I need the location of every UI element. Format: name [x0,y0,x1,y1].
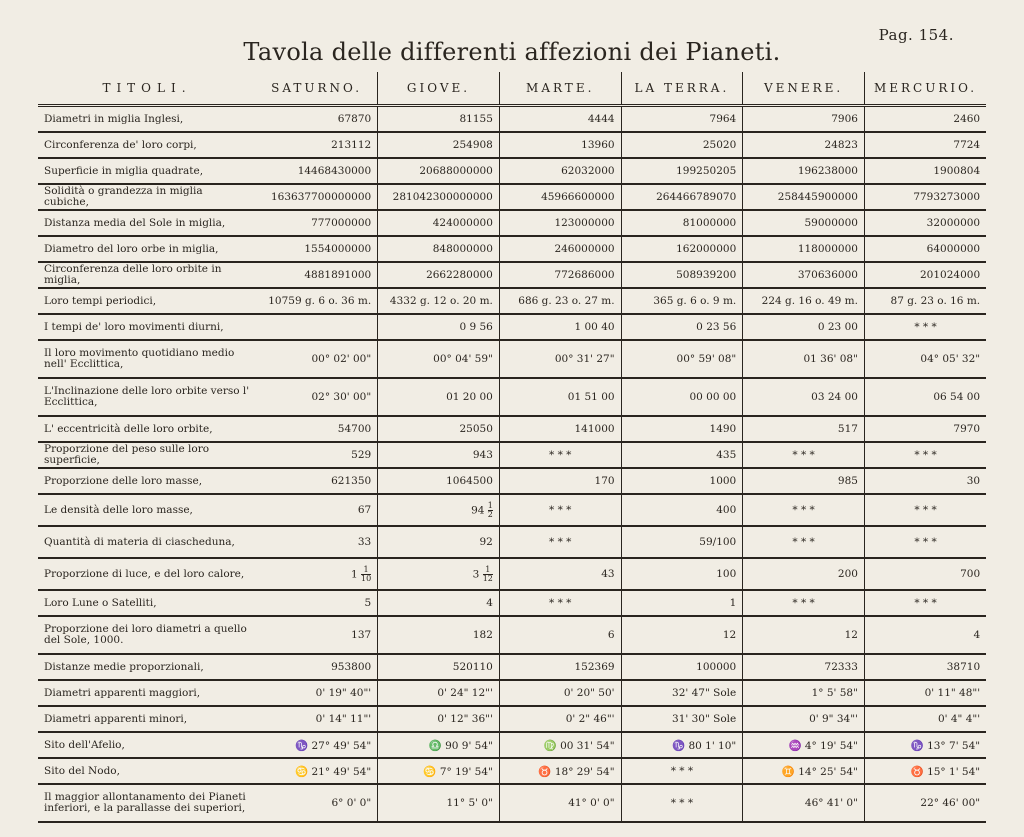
fraction [361,566,371,583]
table-cell: 1000 [621,468,743,494]
table-cell: 0' 24" 12"' [378,680,500,706]
table-cell: 67 [256,494,378,526]
row-label: Proporzione del peso sulle loro superficie, [38,442,256,468]
table-cell: 00° 31' 27" [499,340,621,378]
table-cell: 7964 [621,106,743,133]
table-cell: 00° 04' 59" [378,340,500,378]
table-cell: 54700 [256,416,378,442]
fraction [483,566,493,583]
table-cell: 1064500 [378,468,500,494]
table-cell: 7724 [864,132,986,158]
table-cell: 517 [743,416,865,442]
table-cell: 985 [743,468,865,494]
table-cell: 281042300000000 [378,184,500,210]
table-cell: 04° 05' 32" [864,340,986,378]
table-cell: 258445900000 [743,184,865,210]
row-label: Diametri in miglia Inglesi, [38,106,256,133]
table-cell: * * * [864,590,986,616]
table-cell: 59000000 [743,210,865,236]
table-cell: 46° 41' 0" [743,784,865,822]
fraction-numerator: 1 [487,500,493,510]
table-cell: 31' 30" Sole [621,706,743,732]
row-label: Proporzione delle loro masse, [38,468,256,494]
table-cell: ♍ 00 31' 54" [499,732,621,758]
fraction [488,502,493,519]
row-label: Sito dell'Afelio, [38,732,256,758]
table-cell: 137 [256,616,378,654]
table-cell: 13960 [499,132,621,158]
header-marte: MARTE. [499,72,621,106]
row-label: Distanza media del Sole in miglia, [38,210,256,236]
table-cell: 365 g. 6 o. 9 m. [621,288,743,314]
row-label: Loro tempi periodici, [38,288,256,314]
table-cell: 01 51 00 [499,378,621,416]
table-cell: 06 54 00 [864,378,986,416]
table-cell: 700 [864,558,986,590]
table-cell: 400 [621,494,743,526]
fraction-numerator: 1 [361,566,371,575]
table-cell: 6 [499,616,621,654]
table-cell: 848000000 [378,236,500,262]
table-cell: ♎ 90 9' 54" [378,732,500,758]
table-cell: 3 $\frac{1}{12}$ [378,558,500,590]
table-cell: 118000000 [743,236,865,262]
row-label: Circonferenza de' loro corpi, [38,132,256,158]
planet-table [38,72,986,823]
row-label: Circonferenza delle loro orbite in miglia, [38,262,256,288]
table-row [38,732,986,758]
header-giove: GIOVE. [378,72,500,106]
table-cell: 953800 [256,654,378,680]
table-row [38,314,986,340]
row-label: Proporzione dei loro diametri a quello del Sole, 1000. [38,616,256,654]
table-cell: 4 [378,590,500,616]
table-cell: ♉ 15° 1' 54" [864,758,986,784]
table-cell: 87 g. 23 o. 16 m. [864,288,986,314]
table-cell: * * * [499,590,621,616]
table-cell: 4444 [499,106,621,133]
table-cell: 1900804 [864,158,986,184]
table-cell: 529 [256,442,378,468]
row-label: Proporzione di luce, e del loro calore, [38,558,256,590]
header-mercurio: MERCURIO. [864,72,986,106]
table-cell: 10759 g. 6 o. 36 m. [256,288,378,314]
table-cell: 24823 [743,132,865,158]
row-label: I tempi de' loro movimenti diurni, [38,314,256,340]
table-cell: 508939200 [621,262,743,288]
table-cell: 00° 02' 00" [256,340,378,378]
row-label: Loro Lune o Satelliti, [38,590,256,616]
table-cell: 199250205 [621,158,743,184]
table-cell: 777000000 [256,210,378,236]
table-cell: 00 00 00 [621,378,743,416]
table-cell: * * * [621,758,743,784]
table-cell: 4881891000 [256,262,378,288]
table-row [38,468,986,494]
page-number: Pag. 154. [878,26,954,44]
header-row [38,72,986,106]
fraction-numerator: 1 [483,566,493,575]
table-cell: 32' 47" Sole [621,680,743,706]
table-cell: 943 [378,442,500,468]
table-cell: * * * [864,494,986,526]
table-row [38,558,986,590]
table-row [38,526,986,558]
table-row [38,210,986,236]
row-label: L' eccentricità delle loro orbite, [38,416,256,442]
table-cell: 4 [864,616,986,654]
table-cell: * * * [743,442,865,468]
table-row [38,184,986,210]
table-cell: 196238000 [743,158,865,184]
table-cell: 224 g. 16 o. 49 m. [743,288,865,314]
table-cell: 163637700000000 [256,184,378,210]
table-row [38,494,986,526]
row-label: Solidità o grandezza in miglia cubiche, [38,184,256,210]
table-cell: 152369 [499,654,621,680]
table-row [38,784,986,822]
table-cell: 0 23 56 [621,314,743,340]
table-row [38,288,986,314]
table-cell: 43 [499,558,621,590]
table-cell: 0' 14" 11"' [256,706,378,732]
table-row [38,236,986,262]
table-cell: ♋ 21° 49' 54" [256,758,378,784]
row-label: Il loro movimento quotidiano medio nell' Ecclittica, [38,340,256,378]
table-cell: 7793273000 [864,184,986,210]
table-cell: 4332 g. 12 o. 20 m. [378,288,500,314]
table-row [38,158,986,184]
table-cell: 0' 2" 46"' [499,706,621,732]
table-row [38,132,986,158]
table-cell: 0' 9" 34"' [743,706,865,732]
table-row [38,106,986,133]
header-titoli: TITOLI. [38,72,256,106]
table-cell: * * * [499,526,621,558]
table-row [38,442,986,468]
table-cell: 03 24 00 [743,378,865,416]
table-cell: 1 [621,590,743,616]
table-cell: 32000000 [864,210,986,236]
table-cell: 100 [621,558,743,590]
table-cell: 200 [743,558,865,590]
table-cell: 7906 [743,106,865,133]
table-cell: ♋ 7° 19' 54" [378,758,500,784]
table-cell: 45966600000 [499,184,621,210]
table-cell: 1 $\frac{1}{10}$ [256,558,378,590]
table-cell: 0' 4" 4"' [864,706,986,732]
table-row [38,590,986,616]
table-cell: * * * [864,526,986,558]
table-cell: 20688000000 [378,158,500,184]
table-cell: 81155 [378,106,500,133]
table-cell: 12 [621,616,743,654]
table-cell: ♑ 27° 49' 54" [256,732,378,758]
table-cell: 254908 [378,132,500,158]
table-cell: 25050 [378,416,500,442]
table-row [38,340,986,378]
table-cell: 686 g. 23 o. 27 m. [499,288,621,314]
table-cell: 141000 [499,416,621,442]
table-cell: 11° 5' 0" [378,784,500,822]
table-cell: 1554000000 [256,236,378,262]
table-cell: 12 [743,616,865,654]
row-label: Sito del Nodo, [38,758,256,784]
row-label: Il maggior allontanamento dei Pianeti inferiori, e la parallasse dei superiori, [38,784,256,822]
table-cell: * * * [499,494,621,526]
table-cell: 38710 [864,654,986,680]
header-saturno: SATURNO. [256,72,378,106]
table-cell: 22° 46' 00" [864,784,986,822]
table-cell: 1490 [621,416,743,442]
table-cell: 6° 0' 0" [256,784,378,822]
table-row [38,616,986,654]
row-label: Distanze medie proporzionali, [38,654,256,680]
table-cell: 30 [864,468,986,494]
table-cell: 00° 59' 08" [621,340,743,378]
table-row [38,758,986,784]
header-venere: VENERE. [743,72,865,106]
page-title: Tavola delle differenti affezioni dei Pianeti. [243,38,781,66]
table-cell: 435 [621,442,743,468]
table-cell: 14468430000 [256,158,378,184]
table-cell: 0' 20" 50' [499,680,621,706]
table-cell: 201024000 [864,262,986,288]
table-cell: * * * [864,442,986,468]
header-terra: LA TERRA. [621,72,743,106]
row-label: Superficie in miglia quadrate, [38,158,256,184]
table-cell: 170 [499,468,621,494]
row-label: Diametri apparenti maggiori, [38,680,256,706]
table-cell: ♑ 80 1' 10" [621,732,743,758]
table-cell: 5 [256,590,378,616]
table-cell: ♒ 4° 19' 54" [743,732,865,758]
table-cell: * * * [743,590,865,616]
table-cell: 41° 0' 0" [499,784,621,822]
table-row [38,416,986,442]
table-cell: 182 [378,616,500,654]
fraction-denominator: 2 [487,509,493,519]
table-cell: 2460 [864,106,986,133]
table-cell: 81000000 [621,210,743,236]
table-cell: ♉ 18° 29' 54" [499,758,621,784]
table-cell: 1° 5' 58" [743,680,865,706]
table-cell: 0 23 00 [743,314,865,340]
table-cell: 01 36' 08" [743,340,865,378]
table-cell: 62032000 [499,158,621,184]
table-cell: 7970 [864,416,986,442]
row-label: Le densità delle loro masse, [38,494,256,526]
table-row [38,654,986,680]
table-cell: 264466789070 [621,184,743,210]
table-cell: ♊ 14° 25' 54" [743,758,865,784]
table-cell: * * * [743,526,865,558]
table-cell: 94 $\frac{1}{2}$ [378,494,500,526]
table-cell: 0' 19" 40"' [256,680,378,706]
table-cell: 02° 30' 00" [256,378,378,416]
table-cell: 25020 [621,132,743,158]
table-cell: 67870 [256,106,378,133]
table-row [38,706,986,732]
table-cell: 1 00 40 [499,314,621,340]
row-label: Diametro del loro orbe in miglia, [38,236,256,262]
table-cell: * * * [499,442,621,468]
table-cell: 370636000 [743,262,865,288]
row-label: L'Inclinazione delle loro orbite verso l' Ecclittica, [38,378,256,416]
table-cell: 123000000 [499,210,621,236]
table-cell: * * * [864,314,986,340]
table-row [38,680,986,706]
table-row [38,378,986,416]
table-cell: 01 20 00 [378,378,500,416]
table-cell: 0' 11" 48"' [864,680,986,706]
table-cell: ♑ 13° 7' 54" [864,732,986,758]
table-cell [256,314,378,340]
table-cell: 772686000 [499,262,621,288]
table-row [38,262,986,288]
row-label: Quantità di materia di ciascheduna, [38,526,256,558]
fraction-denominator: 10 [361,573,372,583]
table-cell: 92 [378,526,500,558]
table-cell: 246000000 [499,236,621,262]
table-cell: 0' 12" 36"' [378,706,500,732]
table-cell: 520110 [378,654,500,680]
table-cell: 2662280000 [378,262,500,288]
table-cell: * * * [743,494,865,526]
table-cell: 424000000 [378,210,500,236]
table-cell: 72333 [743,654,865,680]
fraction-denominator: 12 [482,573,493,583]
row-label: Diametri apparenti minori, [38,706,256,732]
table-cell: * * * [621,784,743,822]
table-cell: 621350 [256,468,378,494]
table-cell: 33 [256,526,378,558]
table-cell: 162000000 [621,236,743,262]
table-cell: 64000000 [864,236,986,262]
table-cell: 59/100 [621,526,743,558]
table-cell: 0 9 56 [378,314,500,340]
table-cell: 213112 [256,132,378,158]
table-cell: 100000 [621,654,743,680]
